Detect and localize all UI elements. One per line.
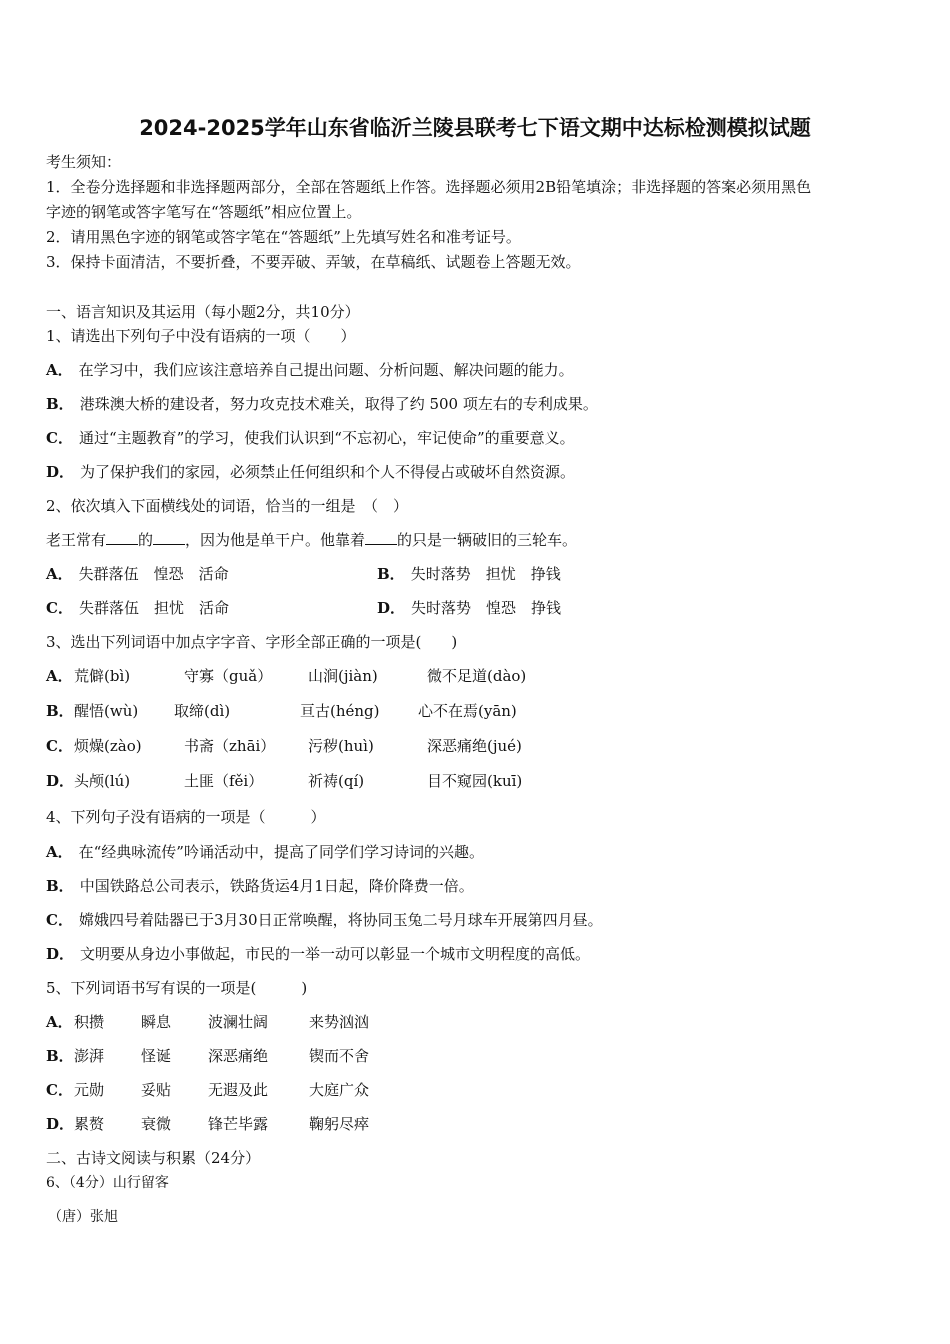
- option-d: [46, 462, 575, 482]
- option-word: 心不在焉(yān): [418, 702, 517, 720]
- option-label: C．: [46, 1081, 73, 1099]
- option-label: D．: [46, 1115, 75, 1133]
- option-word: 目不窥园(kuī): [427, 772, 523, 790]
- question-stem: 1、请选出下列句子中没有语病的一项（ ）: [46, 327, 356, 345]
- option-word: 醒悟(wù): [74, 702, 139, 720]
- page-title: 2024-2025学年山东省临沂兰陵县联考七下语文期中达标检测模拟试题: [139, 116, 811, 140]
- notice-item: 3．保持卡面清洁，不要折叠，不要弄破、弄皱，在草稿纸、试题卷上答题无效。: [46, 253, 581, 271]
- question-stem: 6、（4分）山行留客: [46, 1175, 169, 1191]
- option-label: B．: [377, 565, 405, 583]
- option-text: 在学习中，我们应该注意培养自己提出问题、分析问题、解决问题的能力。: [78, 361, 574, 379]
- question-stem: 2、依次填入下面横线处的词语，恰当的一组是 （ ）: [46, 497, 409, 515]
- option-label: A．: [46, 565, 73, 583]
- option-word: 微不足道(dào): [427, 667, 527, 685]
- option-word: 锲而不舍: [309, 1047, 370, 1065]
- option-text: 在“经典咏流传”吟诵活动中，提高了同学们学习诗词的兴趣。: [78, 843, 484, 861]
- notice-item: 2．请用黑色字迹的钢笔或答字笔在“答题纸”上先填写姓名和准考证号。: [46, 228, 521, 246]
- option-label: C．: [46, 737, 73, 755]
- blank-line: [153, 530, 185, 545]
- option-word: 污秽(huì): [308, 737, 374, 755]
- notice-item: 字迹的钢笔或答字笔写在“答题纸”相应位置上。: [46, 203, 362, 221]
- option-text: 中国铁路总公司表示，铁路货运4月1日起，降价降费一倍。: [79, 877, 474, 895]
- option-label: D．: [46, 945, 75, 963]
- option-text: 失时落势 担忧 挣钱: [410, 565, 561, 583]
- option-word: 波澜壮阔: [208, 1013, 269, 1031]
- option-a: [46, 360, 574, 380]
- option-word: 累赘: [74, 1115, 105, 1133]
- option-label: A．: [46, 667, 73, 685]
- blank-line: [365, 530, 397, 545]
- option-text: 文明要从身边小事做起，市民的一举一动可以彰显一个城市文明程度的高低。: [80, 945, 591, 963]
- option-word: 元勋: [74, 1081, 105, 1099]
- sentence-part: 老王常有: [46, 531, 107, 549]
- option-label: D．: [46, 463, 75, 481]
- option-word: 头颅(lú): [74, 772, 131, 790]
- option-c: [46, 910, 603, 930]
- option-label: B．: [46, 702, 74, 720]
- option-text: 失群落伍 惶恐 活命: [78, 565, 229, 583]
- option-word: 锋芒毕露: [208, 1115, 269, 1133]
- option-word: 祈祷(qí): [308, 772, 365, 790]
- option-text: 失群落伍 担忧 活命: [78, 599, 229, 617]
- option-a: [46, 842, 484, 862]
- option-label: B．: [46, 395, 74, 413]
- option-word: 积攒: [74, 1013, 105, 1031]
- option-label: D．: [377, 599, 406, 617]
- option-text: 失时落势 惶恐 挣钱: [411, 599, 562, 617]
- notice-item: 1．全卷分选择题和非选择题两部分，全部在答题纸上作答。选择题必须用2B铅笔填涂；非选择题的答案必须用黑色: [46, 178, 812, 196]
- option-text: 为了保护我们的家园，必须禁止任何组织和个人不得侵占或破坏自然资源。: [80, 463, 576, 481]
- option-text: 港珠澳大桥的建设者，努力攻克技术难关，取得了约 500 项左右的专利成果。: [79, 395, 598, 413]
- question-stem: 5、下列词语书写有误的一项是( ): [46, 979, 308, 997]
- option-word: 取缔(dì): [174, 702, 231, 720]
- option-b: [46, 876, 474, 896]
- option-b: [46, 394, 598, 414]
- option-word: 荒僻(bì): [74, 667, 131, 685]
- option-word: 无遐及此: [208, 1081, 269, 1099]
- option-word: 鞠躬尽瘁: [309, 1115, 370, 1133]
- option-label: B．: [46, 877, 74, 895]
- option-label: A．: [46, 843, 73, 861]
- option-c: [46, 428, 575, 448]
- option-word: 守寡（guǎ）: [184, 667, 273, 685]
- section-heading: 一、语言知识及其运用（每小题2分，共10分）: [46, 303, 360, 321]
- option-label: C．: [46, 429, 73, 447]
- section-heading: 二、古诗文阅读与积累（24分）: [46, 1149, 261, 1167]
- option-word: 澎湃: [74, 1047, 105, 1065]
- option-label: A．: [46, 1013, 73, 1031]
- option-word: 瞬息: [141, 1013, 172, 1031]
- option-word: 妥贴: [141, 1081, 172, 1099]
- option-text: 嫦娥四号着陆器已于3月30日正常唤醒，将协同玉兔二号月球车开展第四月昼。: [78, 911, 603, 929]
- blank-line: [106, 530, 138, 545]
- option-label: B．: [46, 1047, 74, 1065]
- option-label: C．: [46, 911, 73, 929]
- option-word: 土匪（fěi）: [184, 772, 264, 790]
- option-word: 来势汹汹: [309, 1013, 370, 1031]
- option-word: 深恶痛绝: [208, 1047, 269, 1065]
- option-c: [46, 598, 229, 618]
- poem-author: （唐）张旭: [48, 1209, 118, 1225]
- option-word: 怪诞: [141, 1047, 172, 1065]
- option-label: D．: [46, 772, 75, 790]
- option-word: 大庭广众: [309, 1081, 370, 1099]
- option-word: 深恶痛绝(jué): [427, 737, 522, 755]
- option-word: 书斋（zhāi）: [184, 737, 276, 755]
- notice-heading: 考生须知：: [46, 153, 122, 171]
- option-word: 亘古(héng): [300, 702, 380, 720]
- question-stem: 4、下列句子没有语病的一项是（ ）: [46, 808, 326, 826]
- fill-sentence: [46, 530, 577, 550]
- option-label: A．: [46, 361, 73, 379]
- option-d: [377, 598, 561, 618]
- sentence-part: ，因为他是单干户。他靠着: [185, 531, 366, 549]
- option-word: 衰微: [141, 1115, 172, 1133]
- option-word: 烦燥(zào): [74, 737, 142, 755]
- sentence-part: 的: [138, 531, 154, 549]
- option-b: [377, 564, 561, 584]
- option-a: [46, 564, 229, 584]
- sentence-part: 的只是一辆破旧的三轮车。: [397, 531, 578, 549]
- option-word: 山涧(jiàn): [308, 667, 378, 685]
- option-label: C．: [46, 599, 73, 617]
- question-stem: 3、选出下列词语中加点字字音、字形全部正确的一项是( ): [46, 633, 458, 651]
- option-text: 通过“主题教育”的学习，使我们认识到“不忘初心，牢记使命”的重要意义。: [78, 429, 575, 447]
- option-d: [46, 944, 590, 964]
